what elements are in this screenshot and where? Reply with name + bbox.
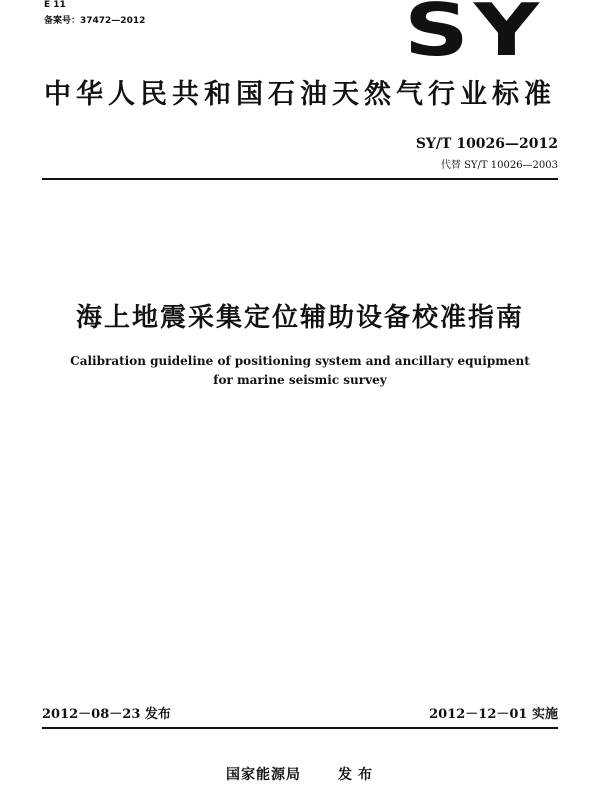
record-number: 备案号：37472—2012 — [44, 16, 146, 26]
sy-logo: SY — [404, 0, 544, 72]
replaces-standard: 代替 SY/T 10026—2003 — [440, 160, 558, 171]
top-divider — [42, 178, 558, 180]
chinese-title: 海上地震采集定位辅助设备校准指南 — [75, 303, 524, 333]
english-title-line-1: Calibration guideline of positioning system and ancillary equipment — [70, 354, 530, 368]
standard-number: SY/T 10026—2012 — [415, 136, 558, 152]
english-title-line-2: for marine seismic survey — [213, 373, 387, 387]
issue-date: 2012－08－23 发布 — [42, 707, 171, 722]
implementation-date: 2012－12－01 实施 — [429, 707, 558, 722]
classification-code: E 11 — [44, 0, 66, 10]
publish-label: 发布 — [338, 767, 378, 783]
bottom-divider — [42, 727, 558, 729]
publisher-name: 国家能源局 — [226, 767, 301, 783]
industry-standard-title: 中华人民共和国石油天然气行业标准 — [44, 79, 556, 110]
